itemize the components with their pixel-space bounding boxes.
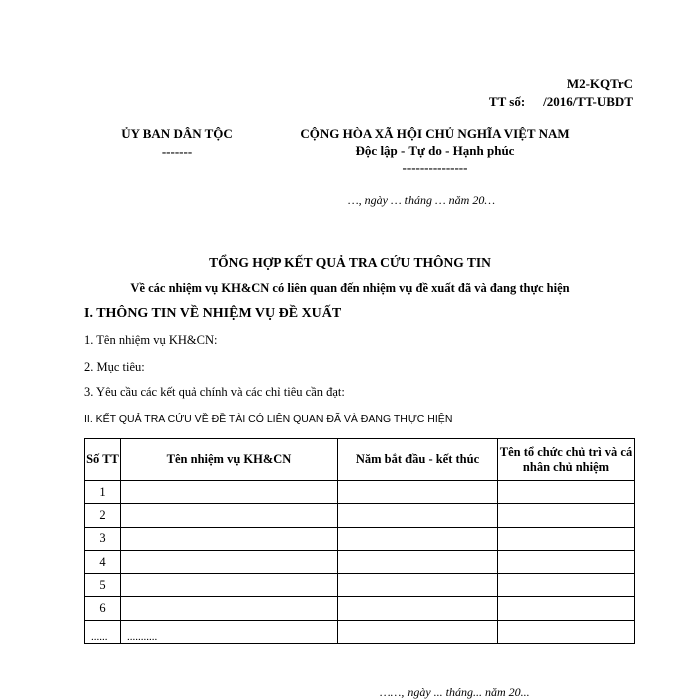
- table-cell: 4: [85, 550, 121, 573]
- table-cell: [498, 527, 635, 550]
- table-row: [85, 574, 635, 597]
- table-cell: [498, 597, 635, 620]
- table-cell: [121, 597, 338, 620]
- table-cell: [121, 574, 338, 597]
- table-cell: [338, 550, 498, 573]
- table-row: [85, 597, 635, 620]
- table-row: [85, 481, 635, 504]
- table-cell: ...........: [121, 620, 338, 643]
- table-cell: [121, 527, 338, 550]
- document-title: TỔNG HỢP KẾT QUẢ TRA CỨU THÔNG TIN: [209, 255, 491, 270]
- circular-number: /2016/TT-UBDT: [543, 94, 633, 109]
- date-line-bottom: ……, ngày ... tháng... năm 20...: [380, 685, 530, 699]
- table-row: [85, 504, 635, 527]
- national-header: [270, 125, 600, 176]
- table-cell: [338, 574, 498, 597]
- table-cell: 1: [85, 481, 121, 504]
- table-cell: [338, 481, 498, 504]
- date-line-top: …, ngày … tháng … năm 20…: [348, 193, 496, 207]
- document-subtitle: Về các nhiệm vụ KH&CN có liên quan đến nhiệm vụ đề xuất đã và đang thực hiện: [130, 281, 570, 295]
- field-objective: 2. Mục tiêu:: [84, 360, 145, 374]
- table-cell: [338, 620, 498, 643]
- table-cell: [121, 504, 338, 527]
- form-code: M2-KQTrC: [566, 76, 633, 91]
- circular-number-line: [489, 94, 633, 110]
- agency-divider: -------: [161, 144, 193, 159]
- column-header-organization: Tên tổ chức chủ trì và cá nhân chủ nhiệm: [498, 439, 635, 481]
- table-cell: [498, 620, 635, 643]
- table-cell: 2: [85, 504, 121, 527]
- table-row: [85, 527, 635, 550]
- table-cell: [498, 481, 635, 504]
- table-cell: [498, 504, 635, 527]
- agency-block: [97, 125, 257, 161]
- republic-name: CỘNG HÒA XÃ HỘI CHỦ NGHĨA VIỆT NAM: [300, 126, 570, 141]
- motto-divider: ---------------: [402, 160, 468, 175]
- national-motto: Độc lập - Tự do - Hạnh phúc: [355, 143, 515, 158]
- section-1-heading: I. THÔNG TIN VỀ NHIỆM VỤ ĐỀ XUẤT: [84, 306, 342, 321]
- agency-name: ỦY BAN DÂN TỘC: [121, 126, 233, 141]
- table-cell: [121, 481, 338, 504]
- field-requirements: 3. Yêu cầu các kết quả chính và các chỉ tiêu cần đạt:: [84, 385, 345, 399]
- section-2-heading: II. KẾT QUẢ TRA CỨU VỀ ĐỀ TÀI CÓ LIÊN QUAN ĐÃ VÀ ĐANG THỰC HIỆN: [84, 413, 453, 425]
- table-cell: ......: [85, 620, 121, 643]
- table-cell: [338, 527, 498, 550]
- table-cell: [121, 550, 338, 573]
- table-cell: [338, 597, 498, 620]
- table-cell: [498, 574, 635, 597]
- table-cell: [338, 504, 498, 527]
- column-header-task-name: Tên nhiệm vụ KH&CN: [121, 439, 338, 481]
- results-table: [84, 438, 635, 644]
- table-row: [85, 550, 635, 573]
- circular-prefix: TT số:: [488, 94, 526, 109]
- column-header-stt: Số TT: [85, 439, 121, 481]
- field-task-name: 1. Tên nhiệm vụ KH&CN:: [84, 333, 218, 347]
- table-header-row: [85, 439, 635, 481]
- column-header-years: Năm bắt đầu - kết thúc: [338, 439, 498, 481]
- table-cell: 6: [85, 597, 121, 620]
- table-row: [85, 620, 635, 643]
- table-cell: 3: [85, 527, 121, 550]
- table-cell: 5: [85, 574, 121, 597]
- table-cell: [498, 550, 635, 573]
